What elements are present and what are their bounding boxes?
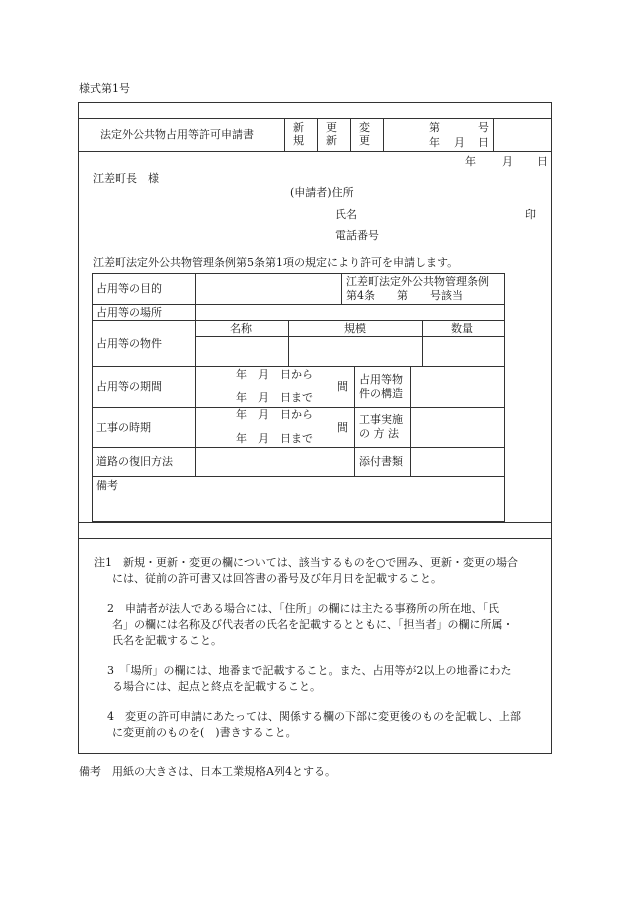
header-date-tsuki: 月 [454, 136, 465, 149]
applicant-name-label: 氏名 [335, 208, 357, 221]
structure-label-line1: 占用等物 [359, 373, 403, 386]
note1-cont: には、従前の許可書又は回答書の番号及び年月日を記載すること。 [112, 572, 442, 585]
form-number: 様式第1号 [79, 82, 130, 95]
application-date-hi: 日 [537, 155, 548, 168]
seal-label: 印 [525, 208, 536, 221]
note3-cont: る場合には、起点と終点を記載すること。 [112, 680, 321, 693]
work-method-line1: 工事実施 [359, 413, 403, 426]
object-label: 占用等の物件 [96, 337, 162, 350]
ordinance-ref-line1: 江差町法定外公共物管理条例 [346, 275, 489, 288]
application-statement: 江差町法定外公共物管理条例第5条第1項の規定により許可を申請します。 [93, 256, 459, 269]
ordinance-ref-line2: 第4条 第 号該当 [346, 289, 463, 302]
col-quantity-header: 数量 [451, 322, 473, 335]
addressee: 江差町長 様 [93, 172, 159, 185]
location-label: 占用等の場所 [96, 306, 162, 319]
type-renew-1: 更 [326, 121, 337, 134]
application-date-tsuki: 月 [502, 155, 513, 168]
period-to: 年 月 日まで [236, 391, 313, 404]
note3-lead: 3 「場所」の欄には、地番まで記載すること。また、占用等が2以上の地番にわた [107, 664, 512, 677]
note1-lead: 注1 新規・更新・変更の欄については、該当するものを○で囲み、更新・変更の場合 [94, 556, 519, 569]
type-new-2: 規 [293, 134, 304, 147]
header-date-nen: 年 [429, 136, 440, 149]
application-date-nen: 年 [465, 155, 476, 168]
number-dai: 第 [429, 121, 440, 134]
structure-label-line2: 件の構造 [359, 387, 403, 400]
remarks-label: 備考 [96, 479, 118, 492]
period-from: 年 月 日から [236, 368, 313, 381]
note4-lead: 4 変更の許可申請にあたっては、関係する欄の下部に変更後のものを記載し、上部 [107, 710, 521, 723]
number-go: 号 [478, 121, 489, 134]
type-new-1: 新 [293, 121, 304, 134]
type-change-2: 更 [359, 134, 370, 147]
period-kan: 間 [337, 380, 348, 393]
footer-note: 備考 用紙の大きさは、日本工業規格A列4とする。 [79, 765, 336, 778]
purpose-label: 占用等の目的 [96, 282, 162, 295]
col-scale-header: 規模 [344, 322, 366, 335]
note2-cont2: 氏名を記載すること。 [112, 634, 222, 647]
work-period-label: 工事の時期 [96, 421, 151, 434]
note2-lead: 2 申請者が法人である場合には、「住所」の欄には主たる事務所の所在地、「氏 [107, 602, 499, 615]
applicant-address-label: (申請者)住所 [290, 186, 354, 199]
restoration-label: 道路の復旧方法 [96, 455, 173, 468]
col-name-header: 名称 [230, 322, 252, 335]
type-change-1: 変 [359, 121, 370, 134]
work-method-line2: の 方 法 [359, 427, 399, 440]
form-title: 法定外公共物占用等許可申請書 [100, 128, 254, 141]
note4-cont: に変更前のものを( )書きすること。 [112, 726, 297, 739]
work-from: 年 月 日から [236, 408, 313, 421]
period-label: 占用等の期間 [96, 380, 162, 393]
phone-label: 電話番号 [335, 229, 379, 242]
work-kan: 間 [337, 421, 348, 434]
type-renew-2: 新 [326, 134, 337, 147]
attachments-label: 添付書類 [359, 455, 403, 468]
header-date-hi: 日 [478, 136, 489, 149]
work-to: 年 月 日まで [236, 432, 313, 445]
note2-cont1: 名」の欄には名称及び代表者の氏名を記載するとともに、「担当者」の欄に所属・ [112, 618, 514, 631]
